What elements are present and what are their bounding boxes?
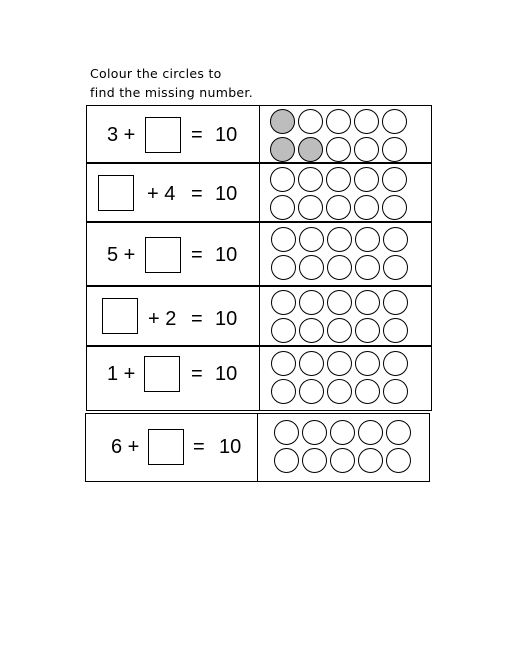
sum-text: 10: [219, 436, 242, 458]
addend-text: 6 +: [111, 436, 140, 458]
circle[interactable]: [270, 167, 295, 192]
circle[interactable]: [354, 195, 379, 220]
addend-text: 5 +: [107, 244, 136, 266]
circle[interactable]: [355, 227, 380, 252]
circle[interactable]: [270, 109, 295, 134]
circle[interactable]: [354, 167, 379, 192]
addend-text: + 4: [147, 183, 176, 205]
equation-4: [87, 286, 260, 346]
equals-sign: =: [193, 436, 205, 458]
circle[interactable]: [330, 448, 355, 473]
circle[interactable]: [326, 109, 351, 134]
ten-frame-3: [271, 222, 421, 286]
circle[interactable]: [386, 448, 411, 473]
circle[interactable]: [327, 227, 352, 252]
ten-frame-2: [270, 163, 420, 222]
instruction-line-1: Colour the circles to: [90, 66, 222, 81]
circle[interactable]: [299, 255, 324, 280]
circle[interactable]: [298, 167, 323, 192]
circle[interactable]: [354, 137, 379, 162]
circle[interactable]: [383, 351, 408, 376]
circle[interactable]: [354, 109, 379, 134]
circle[interactable]: [327, 351, 352, 376]
circle[interactable]: [274, 448, 299, 473]
circle[interactable]: [382, 167, 407, 192]
addend-text: 1 +: [107, 363, 136, 385]
circle[interactable]: [326, 137, 351, 162]
circle[interactable]: [355, 379, 380, 404]
circle[interactable]: [327, 255, 352, 280]
addend-text: 3 +: [107, 124, 136, 146]
circle[interactable]: [299, 227, 324, 252]
circle[interactable]: [298, 109, 323, 134]
answer-box[interactable]: [102, 298, 138, 334]
problem-row-2: [86, 162, 432, 223]
circle[interactable]: [327, 379, 352, 404]
equals-sign: =: [191, 244, 203, 266]
circle[interactable]: [270, 137, 295, 162]
equals-sign: =: [191, 308, 203, 330]
ten-frame-6: [274, 414, 424, 481]
sum-text: 10: [215, 363, 238, 385]
answer-box[interactable]: [98, 175, 134, 211]
sum-text: 10: [215, 244, 238, 266]
circle[interactable]: [382, 195, 407, 220]
circle[interactable]: [383, 379, 408, 404]
sum-text: 10: [215, 124, 238, 146]
equation-3: [87, 222, 260, 286]
sum-text: 10: [215, 183, 238, 205]
instruction-line-2: find the missing number.: [90, 85, 253, 100]
answer-box[interactable]: [145, 237, 181, 273]
equation-5: [87, 346, 260, 410]
problem-row-1: [86, 105, 432, 164]
circle[interactable]: [327, 290, 352, 315]
equals-sign: =: [191, 124, 203, 146]
circle[interactable]: [274, 420, 299, 445]
circle[interactable]: [271, 290, 296, 315]
circle[interactable]: [298, 137, 323, 162]
circle[interactable]: [355, 351, 380, 376]
answer-box[interactable]: [144, 356, 180, 392]
circle[interactable]: [299, 318, 324, 343]
problem-row-6: [85, 413, 430, 482]
ten-frame-4: [271, 286, 421, 346]
circle[interactable]: [358, 448, 383, 473]
circle[interactable]: [299, 351, 324, 376]
circle[interactable]: [386, 420, 411, 445]
problem-row-5: [86, 345, 432, 411]
circle[interactable]: [327, 318, 352, 343]
answer-box[interactable]: [145, 117, 181, 153]
circle[interactable]: [383, 255, 408, 280]
circle[interactable]: [271, 351, 296, 376]
problem-row-3: [86, 221, 432, 287]
equation-2: [87, 163, 260, 222]
circle[interactable]: [355, 255, 380, 280]
sum-text: 10: [215, 308, 238, 330]
circle[interactable]: [355, 318, 380, 343]
circle[interactable]: [358, 420, 383, 445]
answer-box[interactable]: [148, 429, 184, 465]
equals-sign: =: [191, 363, 203, 385]
circle[interactable]: [302, 448, 327, 473]
addend-text: + 2: [148, 308, 177, 330]
circle[interactable]: [330, 420, 355, 445]
circle[interactable]: [383, 318, 408, 343]
problem-row-4: [86, 285, 432, 347]
circle[interactable]: [271, 318, 296, 343]
ten-frame-5: [271, 346, 421, 410]
circle[interactable]: [298, 195, 323, 220]
circle[interactable]: [302, 420, 327, 445]
ten-frame-1: [270, 106, 420, 163]
circle[interactable]: [326, 195, 351, 220]
circle[interactable]: [270, 195, 295, 220]
circle[interactable]: [271, 379, 296, 404]
circle[interactable]: [271, 227, 296, 252]
circle[interactable]: [382, 109, 407, 134]
circle[interactable]: [326, 167, 351, 192]
circle[interactable]: [382, 137, 407, 162]
circle[interactable]: [271, 255, 296, 280]
equals-sign: =: [191, 183, 203, 205]
circle[interactable]: [299, 379, 324, 404]
circle[interactable]: [383, 227, 408, 252]
instructions: [90, 64, 253, 102]
circle[interactable]: [299, 290, 324, 315]
circle[interactable]: [355, 290, 380, 315]
equation-6: [86, 414, 258, 481]
circle[interactable]: [383, 290, 408, 315]
equation-1: [87, 106, 260, 163]
